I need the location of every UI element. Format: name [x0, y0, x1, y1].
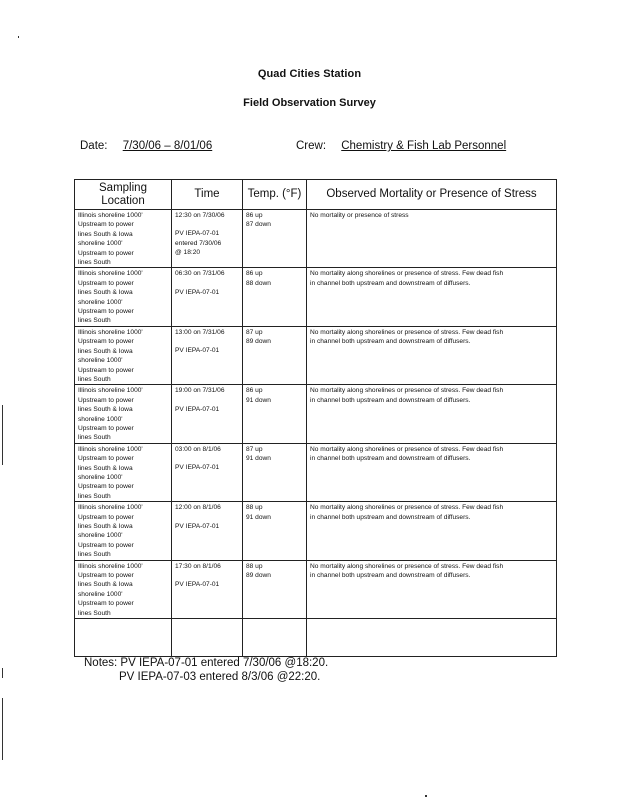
scan-mark: [2, 698, 3, 760]
location-cell: [75, 210, 172, 268]
scan-mark: [425, 795, 427, 797]
location-line: Upstream to power: [78, 396, 134, 404]
location-line: lines South: [78, 551, 111, 559]
time-note: PV IEPA-07-01: [175, 522, 220, 530]
location-line: Illinois shoreline 1000': [78, 504, 143, 512]
observed-cell: [307, 268, 557, 326]
time-note: PV IEPA-07-01: [175, 288, 220, 296]
crew-label: Crew:: [296, 140, 327, 152]
temp-value: 89 down: [246, 572, 271, 580]
location-cell: [75, 560, 172, 618]
location-line: lines South & Iowa: [78, 289, 133, 297]
empty-cell: [307, 619, 557, 657]
date-value: 7/30/06 – 8/01/06: [122, 140, 213, 152]
temp-value: 87 up: [246, 445, 263, 453]
observed-cell: [307, 560, 557, 618]
location-line: Upstream to power: [78, 221, 134, 229]
location-line: shoreline 1000': [78, 415, 123, 423]
column-header-observed: Observed Mortality or Presence of Stress: [307, 180, 557, 210]
empty-cell: [75, 619, 172, 657]
observed-cell: [307, 385, 557, 443]
temp-value: 88 down: [246, 279, 271, 287]
location-line: shoreline 1000': [78, 590, 123, 598]
temp-value: 88 up: [246, 504, 263, 512]
temp-value: 86 up: [246, 270, 263, 278]
temp-cell: [243, 560, 307, 618]
time-cell: [172, 560, 243, 618]
temp-cell: [243, 385, 307, 443]
table-row: [75, 210, 557, 268]
time-cell: [172, 443, 243, 501]
location-line: lines South & Iowa: [78, 464, 133, 472]
time-cell: [172, 326, 243, 384]
temp-cell: [243, 268, 307, 326]
time-note: PV IEPA-07-01: [175, 347, 220, 355]
spacer: [175, 220, 240, 229]
observed-text: No mortality along shorelines or presence of stress. Few dead fish: [310, 387, 504, 395]
time-value: 12:00 on 8/1/06: [175, 504, 221, 512]
location-line: Upstream to power: [78, 455, 134, 463]
notes: [84, 656, 328, 684]
table-row: [75, 560, 557, 618]
spacer: [175, 571, 240, 580]
observed-cell: [307, 326, 557, 384]
spacer: [175, 396, 240, 405]
location-line: Illinois shoreline 1000': [78, 270, 143, 278]
location-line: shoreline 1000': [78, 532, 123, 540]
note-line-1: Notes: PV IEPA-07-01 entered 7/30/06 @18:20.: [84, 657, 329, 669]
location-line: lines South: [78, 609, 111, 617]
empty-cell: [172, 619, 243, 657]
temp-value: 91 down: [246, 513, 271, 521]
location-cell: [75, 385, 172, 443]
location-line: Illinois shoreline 1000': [78, 387, 143, 395]
observed-text: in channel both upstream and downstream of diffusers.: [310, 396, 471, 404]
temp-value: 86 up: [246, 387, 263, 395]
location-line: Upstream to power: [78, 366, 134, 374]
date-label: Date:: [80, 140, 108, 152]
observed-text: in channel both upstream and downstream of diffusers.: [310, 513, 471, 521]
table-row: [75, 268, 557, 326]
table-row: [75, 326, 557, 384]
observed-text: in channel both upstream and downstream of diffusers.: [310, 572, 471, 580]
temp-value: 89 down: [246, 338, 271, 346]
location-line: Upstream to power: [78, 279, 134, 287]
location-cell: [75, 443, 172, 501]
scan-mark: [2, 405, 3, 465]
spacer: [175, 337, 240, 346]
temp-value: 87 down: [246, 221, 271, 229]
temp-cell: [243, 326, 307, 384]
location-line: lines South & Iowa: [78, 406, 133, 414]
location-line: Illinois shoreline 1000': [78, 562, 143, 570]
time-value: 03:00 on 8/1/06: [175, 445, 221, 453]
location-line: Upstream to power: [78, 308, 134, 316]
crew-value: Chemistry & Fish Lab Personnel: [341, 140, 507, 152]
location-line: Upstream to power: [78, 541, 134, 549]
time-note: PV IEPA-07-01: [175, 464, 220, 472]
temp-value: 86 up: [246, 212, 263, 219]
temp-cell: [243, 443, 307, 501]
observed-text: in channel both upstream and downstream of diffusers.: [310, 279, 471, 287]
time-note: @ 18:20: [175, 249, 201, 257]
table-row: [75, 443, 557, 501]
location-line: lines South: [78, 492, 111, 500]
table-row: [75, 385, 557, 443]
location-line: lines South & Iowa: [78, 347, 133, 355]
observed-cell: [307, 210, 557, 268]
spacer: [175, 513, 240, 522]
observed-text: No mortality along shorelines or presence of stress. Few dead fish: [310, 562, 504, 570]
location-line: lines South & Iowa: [78, 230, 133, 238]
temp-value: 87 up: [246, 328, 263, 336]
temp-value: 91 down: [246, 455, 271, 463]
time-value: 12:30 on 7/30/06: [175, 212, 225, 219]
location-line: lines South & Iowa: [78, 523, 133, 530]
location-line: shoreline 1000': [78, 357, 123, 365]
note-line-2: PV IEPA-07-03 entered 8/3/06 @22:20.: [119, 671, 321, 683]
observed-text: in channel both upstream and downstream of diffusers.: [310, 455, 471, 463]
time-note: PV IEPA-07-01: [175, 405, 220, 413]
location-cell: [75, 502, 172, 560]
observed-text: No mortality along shorelines or presence of stress. Few dead fish: [310, 445, 504, 453]
empty-cell: [243, 619, 307, 657]
observation-table: [74, 179, 557, 657]
spacer: [175, 279, 240, 288]
time-cell: [172, 502, 243, 560]
location-line: Illinois shoreline 1000': [78, 445, 143, 453]
page-title: Quad Cities Station: [257, 68, 362, 80]
time-cell: [172, 385, 243, 443]
time-value: 06:30 on 7/31/06: [175, 270, 225, 278]
temp-value: 88 up: [246, 562, 263, 570]
location-line: lines South & Iowa: [78, 581, 133, 589]
location-line: Upstream to power: [78, 483, 134, 491]
table-header-row: [75, 180, 557, 210]
location-line: Upstream to power: [78, 424, 134, 432]
location-line: lines South: [78, 259, 111, 267]
time-cell: [172, 268, 243, 326]
blank-table-row: [75, 619, 557, 657]
temp-cell: [243, 210, 307, 268]
column-header-location: Sampling Location: [75, 180, 172, 210]
time-cell: [172, 210, 243, 268]
time-note: entered 7/30/06: [175, 239, 222, 247]
location-line: Upstream to power: [78, 600, 134, 608]
location-line: Upstream to power: [78, 513, 134, 521]
temp-value: 91 down: [246, 396, 271, 404]
time-value: 17:30 on 8/1/06: [175, 562, 221, 570]
scan-mark: [2, 668, 3, 678]
date-field: [80, 140, 216, 152]
location-line: Upstream to power: [78, 572, 134, 580]
location-line: shoreline 1000': [78, 240, 123, 248]
table-row: [75, 502, 557, 560]
column-header-temp: Temp. (°F): [243, 180, 307, 210]
temp-cell: [243, 502, 307, 560]
location-line: lines South: [78, 317, 111, 325]
time-value: 19:00 on 7/31/06: [175, 387, 225, 395]
spacer: [175, 454, 240, 463]
observed-text: No mortality along shorelines or presence of stress. Few dead fish: [310, 270, 504, 278]
observed-text: No mortality or presence of stress: [310, 212, 409, 219]
location-cell: [75, 268, 172, 326]
location-line: lines South: [78, 434, 111, 442]
location-line: Illinois shoreline 1000': [78, 328, 143, 336]
column-header-time: Time: [172, 180, 243, 210]
observed-text: No mortality along shorelines or presence of stress. Few dead fish: [310, 328, 504, 336]
scan-mark: [18, 36, 19, 38]
observed-text: No mortality along shorelines or presence of stress. Few dead fish: [310, 504, 504, 512]
location-cell: [75, 326, 172, 384]
table-body: [75, 210, 557, 657]
time-note: PV IEPA-07-01: [175, 581, 220, 589]
crew-field: [296, 140, 510, 152]
location-line: lines South: [78, 375, 111, 383]
observed-cell: [307, 502, 557, 560]
page-subtitle: Field Observation Survey: [243, 97, 376, 109]
observed-cell: [307, 443, 557, 501]
location-line: Upstream to power: [78, 249, 134, 257]
location-line: shoreline 1000': [78, 298, 123, 306]
location-line: Upstream to power: [78, 338, 134, 346]
observed-text: in channel both upstream and downstream of diffusers.: [310, 338, 471, 346]
location-line: shoreline 1000': [78, 473, 123, 481]
time-note: PV IEPA-07-01: [175, 230, 220, 238]
location-line: Illinois shoreline 1000': [78, 212, 143, 219]
time-value: 13:00 on 7/31/06: [175, 328, 225, 336]
